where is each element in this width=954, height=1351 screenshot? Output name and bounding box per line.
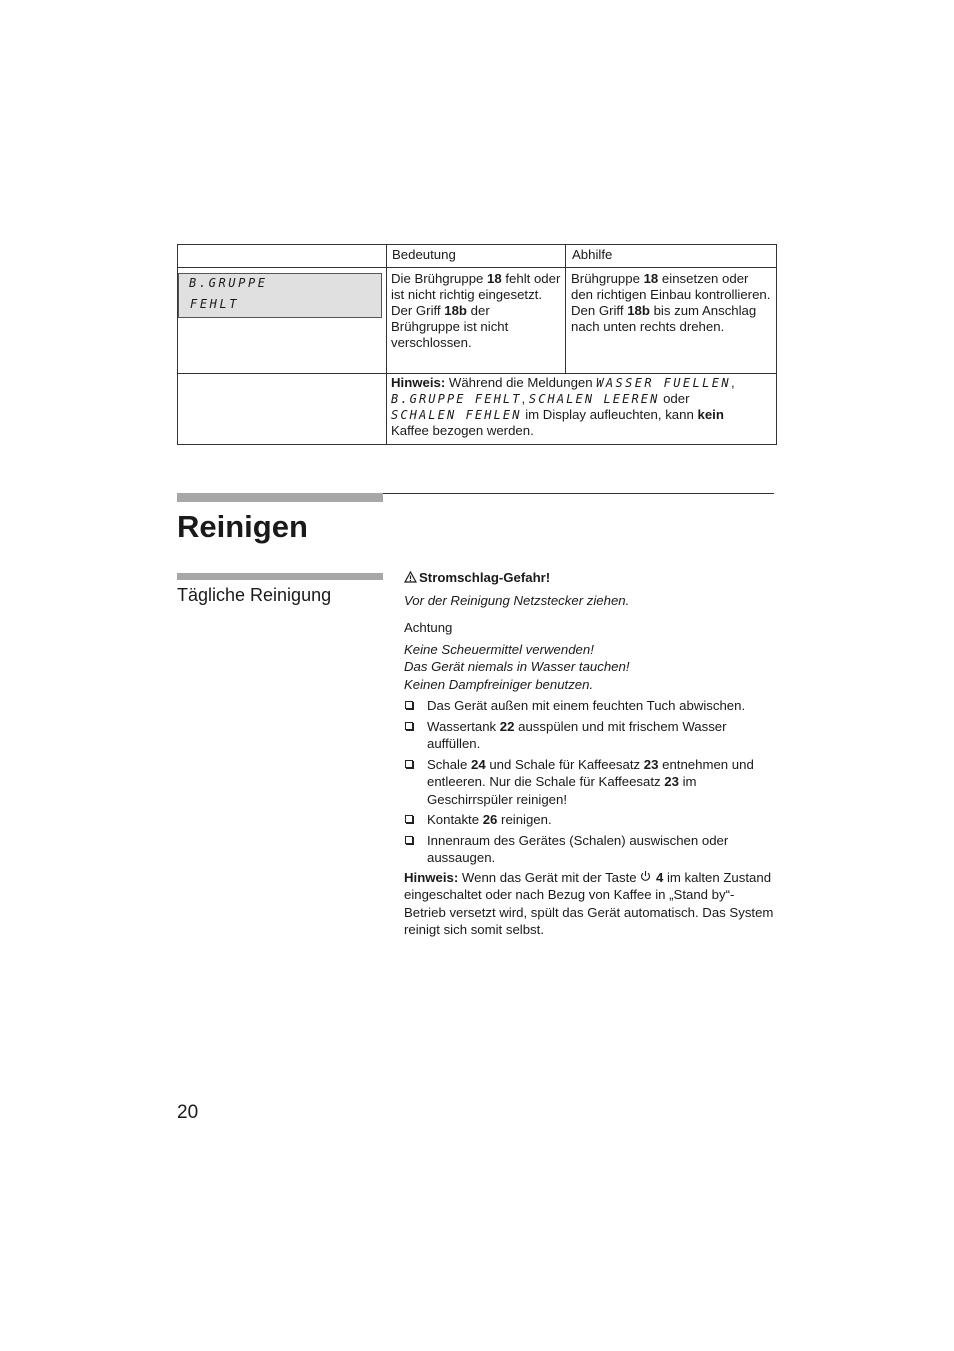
page-number: 20 <box>177 1102 199 1123</box>
achtung-line: Keinen Dampfreiniger benutzen. <box>404 676 594 692</box>
checkbox-bullet-icon <box>405 815 413 823</box>
achtung-line: Keine Scheuermittel verwenden! <box>404 641 594 657</box>
achtung-line: Das Gerät niemals in Wasser tauchen! <box>404 659 630 674</box>
display-line-2: FEHLT <box>190 297 240 311</box>
display-line-1: B.GRUPPE <box>189 276 268 290</box>
display-message-box <box>178 273 382 318</box>
list-item: Schale 24 und Schale für Kaffeesatz 23 entnehmen und entleeren. Nur die Schale für Kaffeesatz 23 im Geschirrspüler reinigen! <box>404 756 776 809</box>
section-rule-line <box>383 493 774 494</box>
troubleshooting-table <box>177 244 777 445</box>
header-abhilfe: Abhilfe <box>572 247 613 262</box>
header-bedeutung: Bedeutung <box>392 247 456 262</box>
list-item: Das Gerät außen mit einem feuchten Tuch abwischen. <box>404 697 776 715</box>
section-rule-bar <box>177 493 383 502</box>
warning-title: Stromschlag-Gefahr! <box>419 570 551 585</box>
abhilfe-cell: Brühgruppe 18 einsetzen oder den richtigen Einbau kontrollieren. Den Griff 18b bis zum Anschlag nach unten rechts drehen. <box>571 271 771 334</box>
list-item: Kontakte 26 reinigen. <box>404 811 776 829</box>
achtung-title: Achtung <box>404 620 453 635</box>
warning-triangle-icon <box>404 570 419 588</box>
checkbox-bullet-icon <box>405 701 413 709</box>
hinweis-paragraph: Hinweis: Wenn das Gerät mit der Taste 4 im kalten Zustand eingeschaltet oder nach Bezug von Kaffee in „Stand by“-Betrieb versetzt wird, spült das Gerät automatisch. Das System reinigt sich somit selbst. <box>404 869 774 937</box>
checkbox-bullet-icon <box>405 760 413 768</box>
subsection-rule-bar <box>177 573 383 580</box>
cleaning-steps-list <box>404 697 776 867</box>
checkbox-bullet-icon <box>405 836 413 844</box>
list-item: Wassertank 22 ausspülen und mit frischem Wasser auffüllen. <box>404 718 776 753</box>
cleaning-instructions <box>404 569 776 939</box>
bedeutung-cell: Die Brühgruppe 18 fehlt oder ist nicht richtig eingesetzt. Der Griff 18b der Brühgruppe ist nicht verschlossen. <box>391 271 561 350</box>
subsection-title: Tägliche Reinigung <box>177 585 332 605</box>
power-icon <box>640 869 652 887</box>
hinweis-note-cell: Hinweis: Während die Meldungen WASSER FUELLEN, B.GRUPPE FEHLT, SCHALEN LEEREN oder SCHALEN FEHLEN im Display aufleuchten, kann kein Kaffee bezogen werden. <box>391 375 735 438</box>
checkbox-bullet-icon <box>405 722 413 730</box>
page-title: Reinigen <box>177 509 308 544</box>
warning-text: Vor der Reinigung Netzstecker ziehen. <box>404 592 630 608</box>
list-item: Innenraum des Gerätes (Schalen) auswischen oder aussaugen. <box>404 832 776 867</box>
